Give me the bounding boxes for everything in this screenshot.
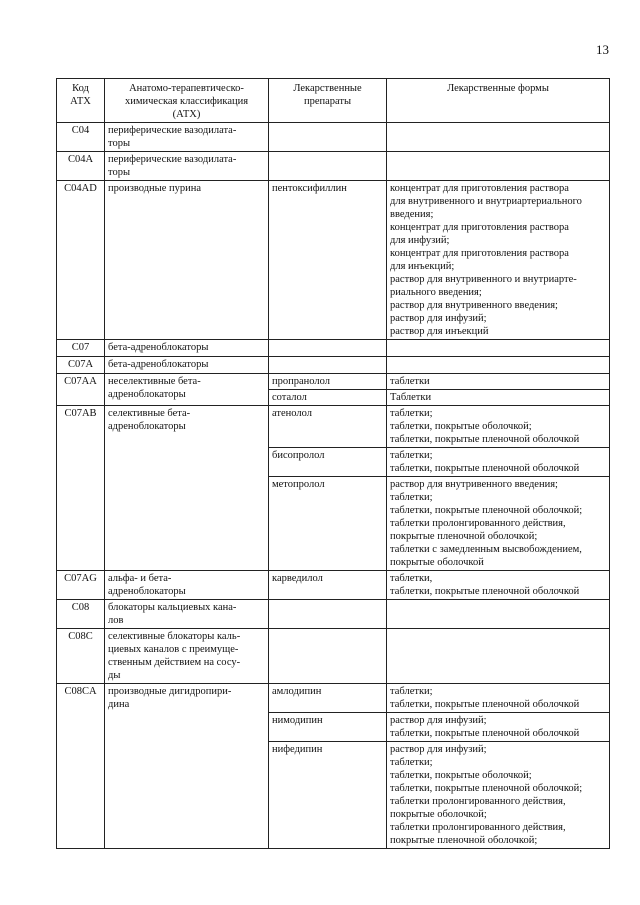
atx-class: периферические вазодилата- торы (105, 123, 269, 152)
atx-table (56, 78, 610, 849)
atx-code: C04A (57, 152, 105, 181)
atx-code: C07 (57, 340, 105, 357)
atx-class: блокаторы кальциевых кана- лов (105, 600, 269, 629)
drug-cell (269, 123, 387, 152)
table-row (57, 123, 610, 152)
table-row (57, 629, 610, 684)
atx-class: селективные бета- адреноблокаторы (105, 406, 269, 571)
atx-class: альфа- и бета- адреноблокаторы (105, 571, 269, 600)
page-number: 13 (596, 42, 609, 57)
drug-name: бисопролол (269, 448, 387, 477)
header-classification: Анатомо-терапевтическо- химическая классификация (АТХ) (105, 79, 269, 123)
drug-cell (269, 152, 387, 181)
drug-name: атенолол (269, 406, 387, 448)
atx-class: производные пурина (105, 181, 269, 340)
drug-name: амлодипин (269, 684, 387, 713)
forms-cell: таблетки, таблетки, покрытые пленочной оболочкой (387, 571, 610, 600)
forms-cell: таблетки (387, 374, 610, 390)
table-row (57, 571, 610, 600)
table-row (57, 152, 610, 181)
atx-code: C04 (57, 123, 105, 152)
forms-cell (387, 152, 610, 181)
atx-class: бета-адреноблокаторы (105, 357, 269, 374)
table-row (57, 340, 610, 357)
atx-code: C07AA (57, 374, 105, 406)
table-row (57, 600, 610, 629)
forms-cell (387, 629, 610, 684)
atx-class: производные дигидропири- дина (105, 684, 269, 849)
drug-name: пропранолол (269, 374, 387, 390)
forms-cell (387, 123, 610, 152)
atx-class: периферические вазодилата- торы (105, 152, 269, 181)
drug-cell (269, 357, 387, 374)
drug-cell (269, 340, 387, 357)
header-forms: Лекарственные формы (387, 79, 610, 123)
drug-name: карведилол (269, 571, 387, 600)
header-code: Код АТХ (57, 79, 105, 123)
atx-code: C07A (57, 357, 105, 374)
atx-code: C08 (57, 600, 105, 629)
table-row (57, 357, 610, 374)
drug-name: пентоксифиллин (269, 181, 387, 340)
forms-cell: раствор для инфузий; таблетки, покрытые пленочной оболочкой (387, 713, 610, 742)
forms-cell (387, 340, 610, 357)
drug-cell (269, 600, 387, 629)
table-row (57, 374, 610, 390)
drug-name: соталол (269, 390, 387, 406)
drug-name: нифедипин (269, 742, 387, 849)
atx-class: неселективные бета- адреноблокаторы (105, 374, 269, 406)
header-drugs: Лекарственные препараты (269, 79, 387, 123)
header-row (57, 79, 610, 123)
atx-class: бета-адреноблокаторы (105, 340, 269, 357)
forms-cell: концентрат для приготовления раствора для внутривенного и внутриартериального введения; концентрат для приготовления раствора для инфузий; концентрат для приготовления раствора для инъекций; раствор для внутривенного и внутриарте- риального введения; раствор для внутривенного введения; раствор для инфузий; раствор для инъекций (387, 181, 610, 340)
atx-code: C07AG (57, 571, 105, 600)
atx-code: C08CA (57, 684, 105, 849)
forms-cell: таблетки; таблетки, покрытые оболочкой; таблетки, покрытые пленочной оболочкой (387, 406, 610, 448)
atx-code: C04AD (57, 181, 105, 340)
forms-cell: Таблетки (387, 390, 610, 406)
forms-cell: раствор для инфузий; таблетки; таблетки, покрытые оболочкой; таблетки, покрытые пленочной оболочкой; таблетки пролонгированного действия, покрытые оболочкой; таблетки пролонгированного действия, покрытые пленочной оболочкой; (387, 742, 610, 849)
forms-cell (387, 357, 610, 374)
drug-name: нимодипин (269, 713, 387, 742)
forms-cell (387, 600, 610, 629)
table-row (57, 406, 610, 448)
table-row (57, 181, 610, 340)
atx-code: C08C (57, 629, 105, 684)
drug-cell (269, 629, 387, 684)
forms-cell: таблетки; таблетки, покрытые пленочной оболочкой (387, 684, 610, 713)
forms-cell: таблетки; таблетки, покрытые пленочной оболочкой (387, 448, 610, 477)
atx-class: селективные блокаторы каль- циевых каналов с преимуще- ственным действием на сосу- ды (105, 629, 269, 684)
forms-cell: раствор для внутривенного введения; таблетки; таблетки, покрытые пленочной оболочкой; таблетки пролонгированного действия, покрытые пленочной оболочкой; таблетки с замедленным высвобождением, покрытые оболочкой (387, 477, 610, 571)
table-row (57, 684, 610, 713)
drug-name: метопролол (269, 477, 387, 571)
atx-code: C07AB (57, 406, 105, 571)
